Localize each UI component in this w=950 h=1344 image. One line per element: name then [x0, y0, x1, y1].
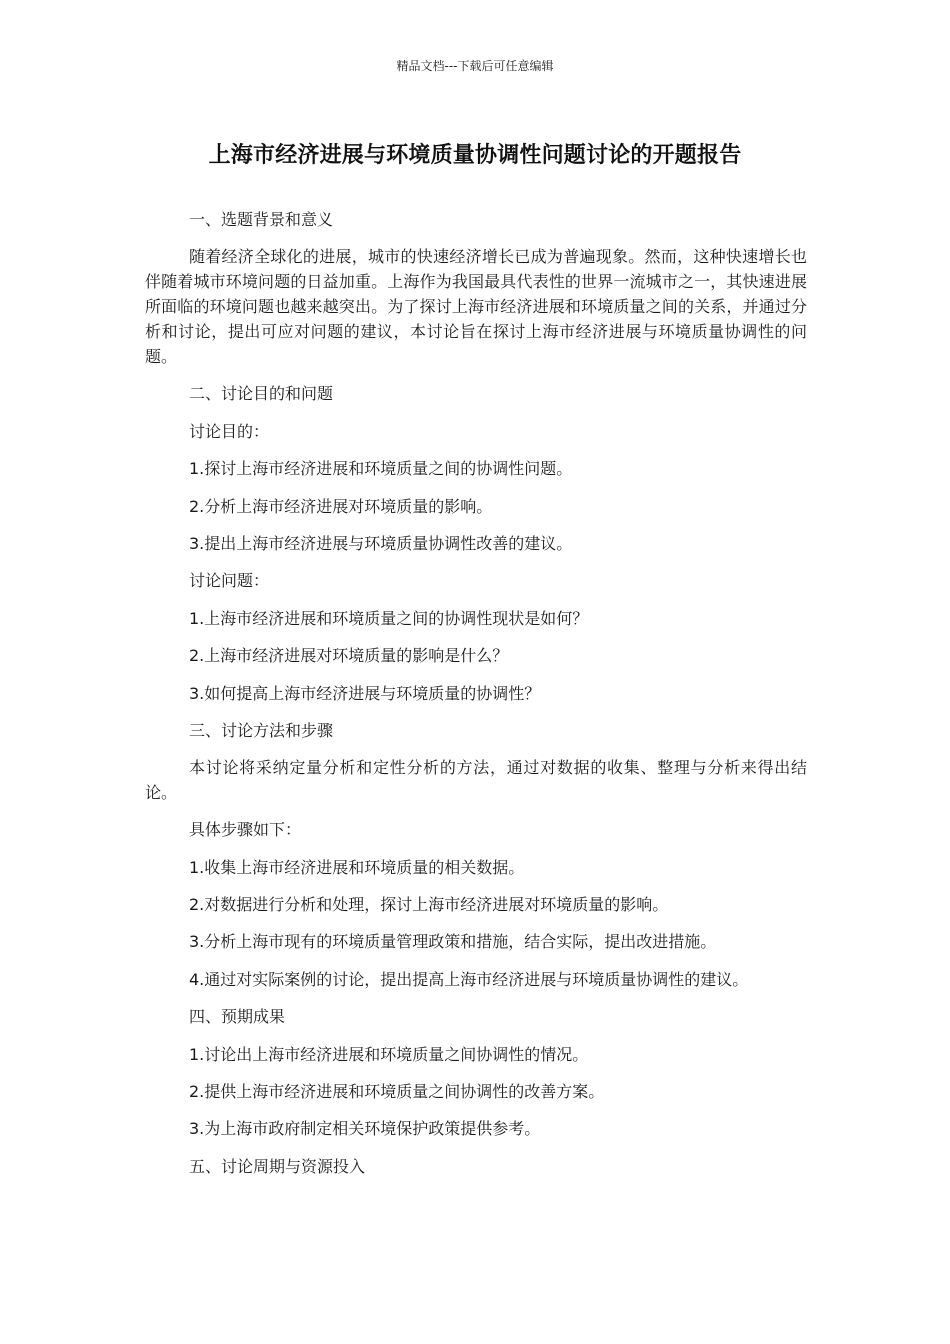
list-item: 3.如何提高上海市经济进展与环境质量的协调性？	[189, 683, 541, 703]
list-item: 1.上海市经济进展和环境质量之间的协调性现状是如何？	[189, 608, 589, 628]
section-heading-5: 五、讨论周期与资源投入	[189, 1156, 366, 1176]
list-item: 1.讨论出上海市经济进展和环境质量之间协调性的情况。	[189, 1044, 589, 1064]
document-body	[145, 207, 807, 1191]
list-item: 2.分析上海市经济进展对环境质量的影响。	[189, 496, 493, 516]
list-item: 4.通过对实际案例的讨论，提出提高上海市经济进展与环境质量协调性的建议。	[189, 969, 749, 989]
section-heading-2: 二、讨论目的和问题	[189, 384, 334, 404]
document-title: 上海市经济进展与环境质量协调性问题讨论的开题报告	[208, 143, 742, 168]
subheading-objectives: 讨论目的：	[189, 421, 270, 441]
subheading-steps: 具体步骤如下：	[189, 820, 302, 840]
list-item: 3.分析上海市现有的环境质量管理政策和措施，结合实际，提出改进措施。	[189, 932, 717, 952]
header-note: 精品文档---下载后可任意编辑	[396, 59, 554, 73]
section-heading-4: 四、预期成果	[189, 1007, 286, 1027]
subheading-questions: 讨论问题：	[189, 571, 270, 591]
paragraph-background: 随着经济全球化的进展，城市的快速经济增长已成为普遍现象。然而，这种快速增长也伴随着城市环境问题的日益加重。上海作为我国最具代表性的世界一流城市之一，其快速进展所面临的环境问题也越来越突出。为了探讨上海市经济进展和环境质量之间的关系，并通过分析和讨论，提出可应对问题的建议，本讨论旨在探讨上海市经济进展与环境质量协调性的问题。	[145, 247, 807, 367]
section-heading-1: 一、选题背景和意义	[189, 210, 334, 229]
paragraph-methods: 本讨论将采纳定量分析和定性分析的方法，通过对数据的收集、整理与分析来得出结论。	[145, 758, 807, 803]
list-item: 3.为上海市政府制定相关环境保护政策提供参考。	[189, 1119, 541, 1139]
list-item: 1.收集上海市经济进展和环境质量的相关数据。	[189, 857, 525, 877]
section-heading-3: 三、讨论方法和步骤	[189, 720, 334, 740]
list-item: 2.提供上海市经济进展和环境质量之间协调性的改善方案。	[189, 1082, 605, 1102]
list-item: 2.上海市经济进展对环境质量的影响是什么？	[189, 646, 509, 666]
list-item: 1.探讨上海市经济进展和环境质量之间的协调性问题。	[189, 459, 573, 479]
list-item: 2.对数据进行分析和处理，探讨上海市经济进展对环境质量的影响。	[189, 895, 669, 915]
list-item: 3.提出上海市经济进展与环境质量协调性改善的建议。	[189, 533, 573, 553]
